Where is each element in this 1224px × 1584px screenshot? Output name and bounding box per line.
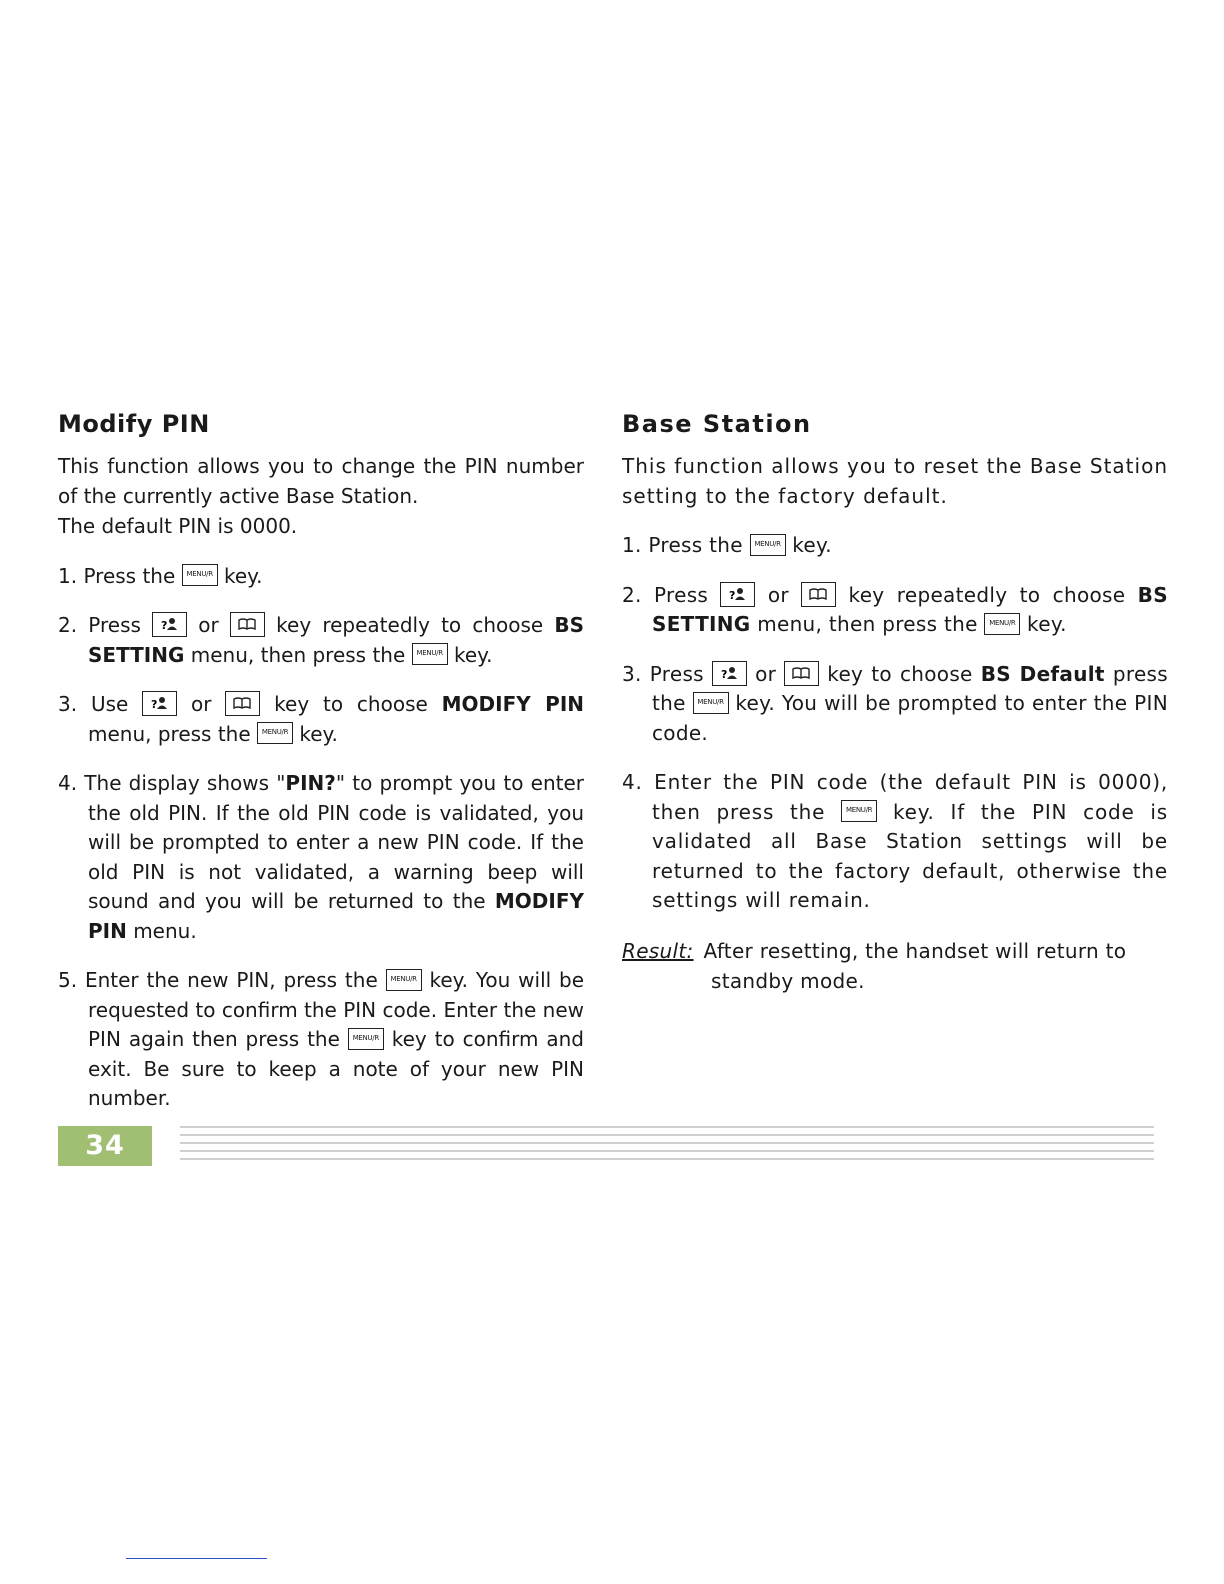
svg-text:?: ? — [720, 667, 728, 681]
book-down-key-icon — [801, 582, 836, 607]
step-2: 2. Press ? or key repeatedly to choose BS SETTING menu, then press the MENU/R key. — [58, 613, 585, 667]
result-text: After resetting, the handset will return to standby mode. — [703, 938, 1127, 993]
svg-text:?: ? — [729, 588, 737, 602]
default-pin-note: The default PIN is 0000. — [58, 514, 298, 538]
section-title-modify-pin: Modify PIN — [58, 410, 210, 438]
step-5: 5. Enter the new PIN, press the MENU/R key. You will be requested to confirm the PIN code. Enter the new PIN again then press the MENU/R key to confirm and exit. Be sure to keep a note of your new PIN number. — [58, 968, 585, 1110]
step-1: 1. Press the MENU/R key. — [58, 563, 263, 588]
step-2: 2. Press ? or key repeatedly to choose BS SETTING menu, then press the MENU/R key. — [622, 582, 1168, 636]
book-down-key-icon — [225, 691, 260, 716]
menu-key-icon: MENU/R — [984, 613, 1020, 635]
section-title-base-station: Base Station — [622, 410, 812, 438]
menu-key-icon: MENU/R — [182, 564, 218, 586]
bottom-divider — [126, 1558, 267, 1559]
menu-key-icon: MENU/R — [412, 643, 448, 665]
left-column — [58, 410, 584, 1114]
page-number-badge: 34 — [58, 1126, 152, 1166]
phonebook-up-key-icon — [720, 582, 755, 607]
result-note — [622, 936, 1168, 996]
svg-text:?: ? — [161, 619, 168, 632]
footer-rules — [180, 1126, 1154, 1166]
step-4: 4. The display shows "PIN?" to prompt you to enter the old PIN. If the old PIN code is validated, you will be prompted to enter a new PIN code. If the old PIN is not validated, a warning beep will sound and you will be returned to the MODIFY PIN menu. — [58, 771, 585, 943]
right-column — [622, 410, 1168, 996]
phonebook-up-key-icon — [142, 691, 177, 716]
step-3: 3. Press ? or key to choose BS Default press the MENU/R key. You will be prompted to enter the PIN code. — [622, 661, 1168, 745]
modify-pin-intro: This function allows you to change the PIN number of the currently active Base Station. — [58, 454, 584, 508]
menu-key-icon: MENU/R — [750, 534, 786, 556]
base-station-steps — [622, 531, 1168, 916]
book-down-key-icon — [784, 661, 819, 686]
base-station-intro: This function allows you to reset the Base Station setting to the factory default. — [622, 454, 1168, 508]
phonebook-up-key-icon — [712, 661, 747, 686]
step-4: 4. Enter the PIN code (the default PIN is 0000), then press the MENU/R key. If the PIN code is validated all Base Station settings will be returned to the factory default, otherwise the settings will remain. — [622, 770, 1169, 912]
step-3: 3. Use ? or key to choose MODIFY PIN menu, press the MENU/R key. — [58, 692, 585, 746]
book-down-key-icon — [230, 612, 265, 637]
result-label: Result: — [622, 938, 694, 963]
menu-key-icon: MENU/R — [693, 692, 729, 714]
modify-pin-steps — [58, 562, 584, 1114]
svg-text:?: ? — [151, 698, 158, 711]
step-1: 1. Press the MENU/R key. — [622, 533, 832, 557]
phonebook-up-key-icon — [152, 612, 187, 637]
menu-key-icon: MENU/R — [841, 800, 877, 822]
menu-key-icon: MENU/R — [386, 969, 422, 991]
menu-key-icon: MENU/R — [257, 722, 293, 744]
menu-key-icon: MENU/R — [348, 1028, 384, 1050]
